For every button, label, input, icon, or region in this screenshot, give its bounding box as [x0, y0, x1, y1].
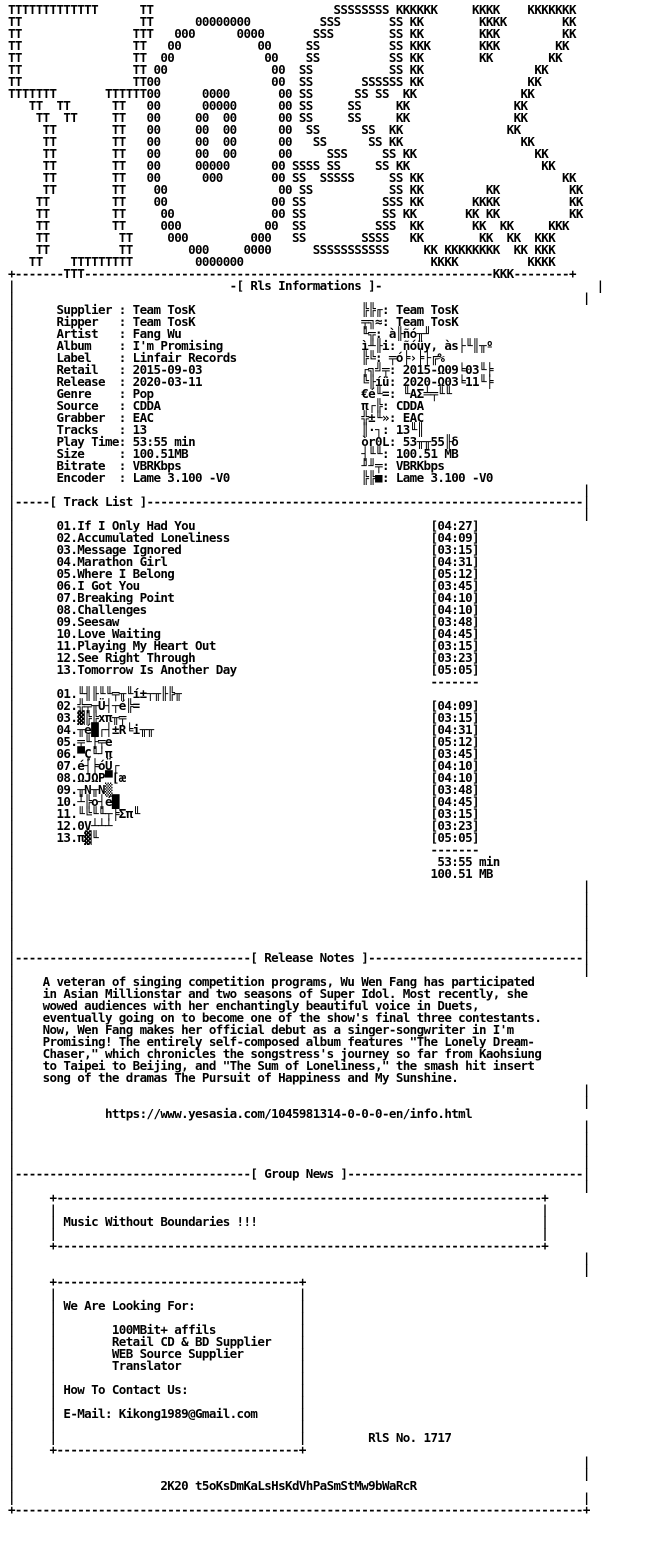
nfo-line: | 12.See Right Through [03:23] — [8, 650, 479, 665]
nfo-line: TT TT TT 00 00 00 00 SS SS KK KK — [8, 110, 528, 125]
nfo-line: | 53:55 min — [8, 854, 500, 869]
nfo-line: | | — [8, 962, 590, 977]
nfo-line: TT TT 000 0000 SSSSSSSSSSS KK KKKKKKKK KK KKK — [8, 242, 556, 257]
nfo-line: | | We Are Looking For: | — [8, 1298, 306, 1313]
nfo-line: | 04.╥é█┌┤±R╘i╥╥ [04:31] — [8, 722, 479, 737]
nfo-line: |-----[ Track List ]---------------------------------------------------------------| — [8, 494, 590, 509]
nfo-line: | | | RlS No. 1717 — [8, 1430, 452, 1445]
nfo-line: TT TT 00 00 00 00 SS SS KK KK — [8, 134, 535, 149]
nfo-line: | to Taipei to Beijing, and "The Sum of Loneliness," the smash hit insert — [8, 1058, 535, 1073]
nfo-line: | 13.Tomorrow Is Another Day [05:05] — [8, 662, 479, 677]
nfo-line: | 06.▀Ç╙┘π [03:45] — [8, 746, 479, 761]
nfo-line: TT TT 00 00 SS SS KK KK — [8, 62, 549, 77]
nfo-line: | Genre : Pop €é╙=: ╙AΣ╧╤╙╙ — [8, 386, 452, 401]
nfo-line: | | | — [8, 1370, 306, 1385]
nfo-line: TT TT 000 000 SS SSSS KK KK KK KKK — [8, 230, 556, 245]
nfo-line: TTTTTTTTTTTTT TT SSSSSSSS KKKKKK KKKK KKKKKKK — [8, 2, 576, 17]
nfo-line: |----------------------------------[ Release Notes ]-------------------------------| — [8, 950, 590, 965]
nfo-line: | 03.▓╠╠xπ╥╤ [03:15] — [8, 710, 479, 725]
nfo-line: | | — [8, 1082, 590, 1097]
nfo-line: | | | — [8, 1226, 549, 1241]
nfo-line: | Retail : 2015-09-03 ┌╗╝╤: 2015-Ω09╘03╙╞ — [8, 362, 493, 377]
nfo-line: | | Retail CD & BD Supplier | — [8, 1334, 306, 1349]
nfo-line: | 07.Breaking Point [04:10] — [8, 590, 479, 605]
nfo-line: | Encoder : Lame 3.100 -V0 ╠╠■: Lame 3.100 -V0 — [8, 470, 493, 485]
nfo-line: | | — [8, 938, 590, 953]
nfo-line: | 05.Where I Belong [05:12] — [8, 566, 479, 581]
nfo-line: | 11.Playing My Heart Out [03:15] — [8, 638, 479, 653]
nfo-line: | +-----------------------------------+ — [8, 1442, 306, 1457]
nfo-line: |----------------------------------[ Group News ]----------------------------------| — [8, 1166, 590, 1181]
nfo-line: | 03.Message Ignored [03:15] — [8, 542, 479, 557]
nfo-line: | 100.51 MB — [8, 866, 493, 881]
nfo-line: TT TT 000 00 SS SSS KK KK KK KKK — [8, 218, 569, 233]
nfo-line: | 10.┴╠o┤é█ [04:45] — [8, 794, 479, 809]
nfo-line: | | — [8, 1178, 590, 1193]
nfo-line: | | — [8, 1118, 590, 1133]
nfo-line: | | — [8, 1130, 590, 1145]
nfo-line: TT TT 00 00 SS SS KK KK KK — [8, 50, 563, 65]
nfo-line: | | | — [8, 1310, 306, 1325]
nfo-line: | ------- — [8, 674, 479, 689]
nfo-line: | 08.Challenges [04:10] — [8, 602, 479, 617]
nfo-line: | 06.I Got You [03:45] — [8, 578, 479, 593]
nfo-line: | 01.╙╢╟╙╙╤╥╙í±┬╥╟╠╥ — [8, 686, 182, 701]
nfo-line: TT TT 00 00 SS SSS KK KKKK KK — [8, 194, 583, 209]
nfo-line: | eventually going on to become one of the show's final three contestants. — [8, 1010, 542, 1025]
nfo-line: | | | — [8, 1418, 306, 1433]
nfo-line: TT TTT 000 0000 SSS SS KK KKK KK — [8, 26, 576, 41]
nfo-line: | 02.╬╤╥Ü┤┬é╠= [04:09] — [8, 698, 479, 713]
nfo-line: | | How To Contact Us: | — [8, 1382, 306, 1397]
nfo-line: TT TT 00 00 SS SS KK KK KK — [8, 182, 583, 197]
nfo-line: | 13.π▓╙ [05:05] — [8, 830, 479, 845]
nfo-line: | | — [8, 926, 590, 941]
nfo-line: | https://www.yesasia.com/1045981314-0-0-0-en/info.html — [8, 1106, 473, 1121]
nfo-line: | Label : Linfair Records ╠╚: ╤ó╞›╞├╔% — [8, 350, 445, 365]
nfo-line: | 01.If I Only Had You [04:27] — [8, 518, 479, 533]
nfo-line: TT TT TT 00 00000 00 SS SS KK KK — [8, 98, 528, 113]
nfo-line: | 09.Seesaw [03:48] — [8, 614, 479, 629]
nfo-line: | 07.é┤╞óÜ┌ [04:10] — [8, 758, 479, 773]
nfo-line: | | Music Without Boundaries !!! | — [8, 1214, 549, 1229]
nfo-line: | -[ Rls Informations ]- | — [8, 278, 604, 293]
nfo-line: | | — [8, 482, 590, 497]
nfo-line: TT TTTTTTTTT 0000000 KKKK KKKK — [8, 254, 556, 269]
nfo-line: TT TT00 00 SS SSSSSS KK KK — [8, 74, 542, 89]
nfo-line: TT TT 00 000 00 SS SSSSS SS KK KK — [8, 170, 576, 185]
nfo-line: +-------TTT-----------------------------------------------------------KKK--------+ — [8, 266, 576, 281]
nfo-line: | Grabber : EAC ╬±╙»: EAC — [8, 410, 424, 425]
nfo-line: | Bitrate : VBRKbps ╜╜╤: VBRKbps — [8, 458, 445, 473]
nfo-line: | | | — [8, 1394, 306, 1409]
nfo-line: TT TT 00 00 00 00 SSS SS KK KK — [8, 146, 549, 161]
nfo-line: TT TT 00000000 SSS SS KK KKKK KK — [8, 14, 576, 29]
nfo-line: | 10.Love Waiting [04:45] — [8, 626, 479, 641]
nfo-line: | Tracks : 13 ║·┐: 13╙║ — [8, 422, 424, 437]
nfo-line: | | — [8, 1490, 590, 1505]
nfo-line: | | E-Mail: Kikong1989@Gmail.com | — [8, 1406, 306, 1421]
nfo-line: | | — [8, 1454, 590, 1469]
nfo-line: | | | — [8, 1202, 549, 1217]
nfo-line: | +----------------------------------------------------------------------+ — [8, 1190, 549, 1205]
nfo-line: | | — [8, 1094, 590, 1109]
nfo-line: +----------------------------------------------------------------------------------+ — [8, 1502, 590, 1517]
nfo-line: | | Translator | — [8, 1358, 306, 1373]
nfo-line: | +-----------------------------------+ — [8, 1274, 306, 1289]
nfo-line: | | — [8, 1250, 590, 1265]
nfo-line: | Artist : Fang Wu ╙╦: à╟ñó╥╜ — [8, 326, 431, 341]
nfo-line: | | — [8, 506, 590, 521]
nfo-line: | +----------------------------------------------------------------------+ — [8, 1238, 549, 1253]
nfo-line: TT TT 00 00 SS SS KK KK KK KK — [8, 206, 583, 221]
nfo-line: | Album : I'm Promising ì╨╟i: ñóüy, às├╙║╥º — [8, 338, 493, 353]
nfo-line: | 08.ΩJΩP▀[æ [04:10] — [8, 770, 479, 785]
nfo-line: | Ripper : Team TosK ╤╗≈: Team TosK — [8, 314, 459, 329]
nfo-line: | Now, Wen Fang makes her official debut as a singer-songwriter in I'm — [8, 1022, 514, 1037]
nfo-line: | 11.╙╚╙╙┬╞Σπ╙ [03:15] — [8, 806, 479, 821]
nfo-line: | | — [8, 878, 590, 893]
nfo-line: | 05.╤╙├╤e [05:12] — [8, 734, 479, 749]
nfo-line: | | — [8, 902, 590, 917]
nfo-line: | wowed audiences with her enchantingly beautiful voice in Duets, — [8, 998, 479, 1013]
nfo-line: TT TT 00 00 00 00 SS SS KK KK — [8, 122, 521, 137]
nfo-line: | | — [8, 290, 590, 305]
nfo-line: | | WEB Source Supplier | — [8, 1346, 306, 1361]
nfo-line: | Chaser," which chronicles the songstress's journey so far from Kaohsiung — [8, 1046, 542, 1061]
nfo-line: | | — [8, 1466, 590, 1481]
nfo-line: | Release : 2020-03-11 ╚╟íü: 2020-Ω03╘11╙╞ — [8, 374, 493, 389]
nfo-line: | 2K20 t5oKsDmKaLsHsKdVhPaSmStMw9bWaRcR — [8, 1478, 417, 1493]
nfo-line: | | — [8, 1154, 590, 1169]
nfo-line: | A veteran of singing competition programs, Wu Wen Fang has participated — [8, 974, 535, 989]
nfo-line: | | — [8, 1262, 590, 1277]
nfo-line: | | — [8, 914, 590, 929]
nfo-line: | Play Time: 53:55 min òr0L: 53╥╥55╟δ — [8, 434, 459, 449]
nfo-line: | 12.0V┴┴┴ [03:23] — [8, 818, 479, 833]
nfo-line: | ------- — [8, 842, 479, 857]
nfo-line: | | | — [8, 1286, 306, 1301]
nfo-line: | Promising! The entirely self-composed album features "The Lonely Dream- — [8, 1034, 535, 1049]
nfo-line: | 02.Accumulated Loneliness [04:09] — [8, 530, 479, 545]
nfo-line: | | 100MBit+ affils | — [8, 1322, 306, 1337]
nfo-line: | | — [8, 890, 590, 905]
nfo-line: | Size : 100.51MB ┤╙╙: 100.51 MB — [8, 446, 459, 461]
nfo-line: TTTTTTT TTTTTT00 0000 00 SS SS SS KK KK — [8, 86, 535, 101]
nfo-line: | Source : CDDA π┌╠: CDDA — [8, 398, 424, 413]
nfo-line: | 04.Marathon Girl [04:31] — [8, 554, 479, 569]
nfo-line: | Supplier : Team TosK ╠╠╓: Team TosK — [8, 302, 459, 317]
nfo-line: | in Asian Millionstar and two seasons of Super Idol. Most recently, she — [8, 986, 528, 1001]
nfo-line: | 09.╥N╥N▒ [03:48] — [8, 782, 479, 797]
nfo-line: TT TT 00 00000 00 SSSS SS SS KK KK — [8, 158, 556, 173]
nfo-line: TT TT 00 00 SS SS KKK KKK KK — [8, 38, 569, 53]
nfo-line: | song of the dramas The Pursuit of Happiness and My Sunshine. — [8, 1070, 459, 1085]
nfo-line: | | — [8, 1142, 590, 1157]
